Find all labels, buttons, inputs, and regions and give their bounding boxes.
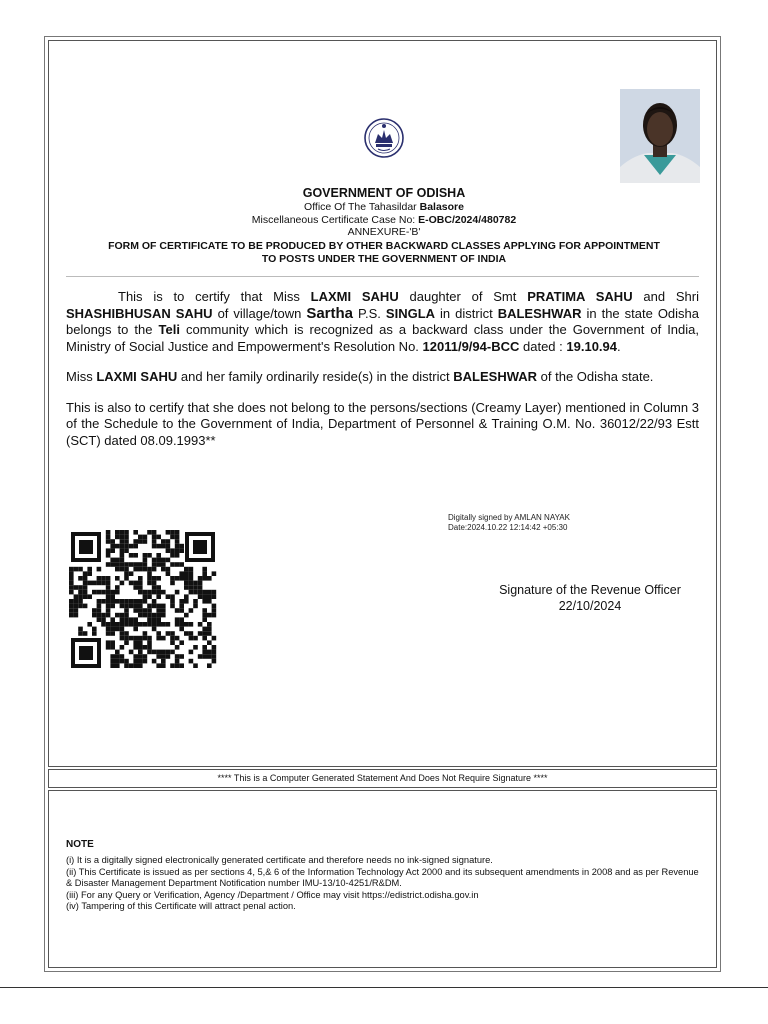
case-number: E-OBC/2024/480782 [418, 213, 517, 226]
note-item: (ii) This Certificate is issued as per sections 4, 5,& 6 of the Information Technology Act 2000 and its subsequent amendments in 2008 and as per Revenue & Disaster Management Department Notification number IMU-13/10-4251/R&DM. [66, 866, 699, 889]
signature-title: Signature of the Revenue Officer [499, 583, 681, 597]
form-title-line-2: TO POSTS UNDER THE GOVERNMENT OF INDIA [261, 252, 507, 265]
office-line [60, 201, 708, 214]
residence-applicant-name: LAXMI SAHU [96, 369, 178, 384]
applicant-photo [620, 89, 700, 183]
certification-paragraph: This is to certify that Miss LAXMI SAHU daughter of Smt PRATIMA SAHU and Shri SHASHIBHUSAN SAHU of village/town Sartha P.S. SINGLA in district BALESHWAR in the state Odisha belongs to the Teli community which is recognized as a backward class under the Government of India, Ministry of Social Justice and Empowerment's Resolution No. 12011/9/94-BCC dated : 19.10.94. [66, 289, 700, 354]
note-item[interactable]: (iii) For any Query or Verification, Agency /Department / Office may visit https://edistrict.odisha.gov.in [66, 889, 479, 900]
odisha-emblem-icon [362, 116, 406, 160]
note-item: (iv) Tampering of this Certificate will attract penal action. [66, 901, 296, 912]
office-place: Balasore [419, 201, 464, 213]
note-heading: NOTE [66, 839, 94, 850]
certificate-body [66, 289, 699, 463]
resolution-number: 12011/9/94-BCC [422, 338, 520, 354]
note-list [66, 855, 706, 913]
header-divider [66, 276, 699, 277]
mother-name: PRATIMA SAHU [527, 289, 633, 304]
applicant-name: LAXMI SAHU [310, 289, 399, 304]
certificate-header [60, 186, 708, 266]
police-station: SINGLA [385, 305, 436, 321]
case-prefix: Miscellaneous Certificate Case No: [251, 213, 416, 226]
digital-signature-stamp [448, 513, 570, 533]
district-name: BALESHWAR [497, 305, 582, 321]
digital-signature-date: Date:2024.10.22 12:14:42 +05:30 [448, 523, 568, 532]
community-name: Teli [158, 322, 180, 337]
village-name: Sartha [306, 304, 354, 322]
verification-qr-code[interactable] [69, 530, 217, 670]
form-title-line-1: FORM OF CERTIFICATE TO BE PRODUCED BY OTHER BACKWARD CLASSES APPLYING FOR APPOINTMENT [108, 239, 660, 252]
note-item: (i) It is a digitally signed electronically generated certificate and therefore needs no ink-signed signature. [66, 855, 493, 865]
digital-signature-signer: Digitally signed by AMLAN NAYAK [448, 513, 570, 522]
form-title [60, 240, 708, 266]
resolution-date: 19.10.94 [566, 338, 617, 354]
signature-date: 22/10/2024 [558, 599, 622, 613]
residence-district: BALESHWAR [453, 369, 538, 384]
page-bottom-rule [0, 987, 768, 988]
government-title: GOVERNMENT OF ODISHA [302, 186, 466, 200]
annexure-label: ANNEXURE-'B' [347, 226, 421, 238]
creamy-layer-paragraph: This is also to certify that she does not belong to the persons/sections (Creamy Layer) mentioned in Column 3 of the Schedule to the Government of India, Department of Personnel & Training O.M. No. 36012/22/93 Estt (SCT) dated 08.09.1993** [66, 399, 699, 448]
father-name: SHASHIBHUSAN SAHU [66, 305, 213, 321]
case-number-line [60, 214, 708, 227]
revenue-officer-signature-block [460, 582, 720, 614]
residence-paragraph: Miss LAXMI SAHU and her family ordinarily reside(s) in the district BALESHWAR of the Odisha state. [66, 369, 654, 384]
computer-generated-statement: **** This is a Computer Generated Statement And Does Not Require Signature **** [217, 773, 548, 783]
office-prefix: Office Of The Tahasildar [304, 201, 417, 213]
